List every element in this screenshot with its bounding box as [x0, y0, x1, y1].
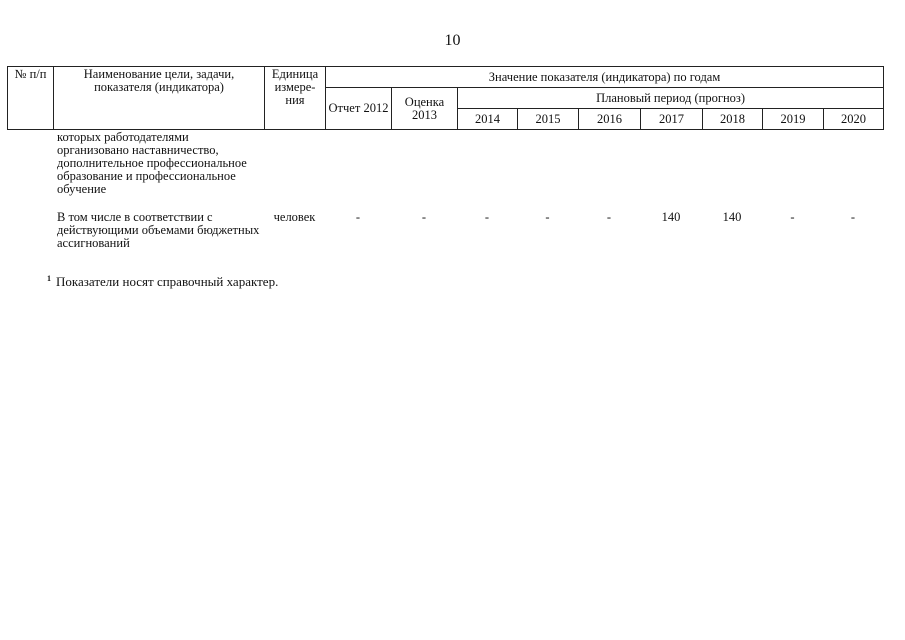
row-value: - [850, 210, 856, 224]
row-unit [264, 131, 325, 211]
row-value [457, 131, 517, 211]
header-year: 2014 [458, 109, 518, 130]
row-number [7, 211, 53, 250]
row-value: 140 [722, 210, 742, 224]
row-name: В том числе в соответствии с действующими объемами бюджетных ассигнований [57, 210, 260, 250]
header-report: Отчет 2012 [326, 88, 392, 130]
row-value: - [790, 210, 795, 224]
row-value: - [545, 210, 550, 224]
row-value [391, 131, 457, 211]
indicator-table-body [7, 131, 883, 250]
row-number [7, 131, 53, 211]
row-value [640, 131, 702, 211]
footnote-text: Показатели носят справочный характер. [56, 274, 279, 289]
header-plan-period: Плановый период (прогноз) [458, 88, 884, 109]
page-number: 10 [444, 32, 461, 49]
row-value [762, 131, 823, 211]
header-year: 2016 [579, 109, 641, 130]
header-number: № п/п [8, 67, 54, 130]
row-value [578, 131, 640, 211]
row-value [517, 131, 578, 211]
header-estimate: Оценка 2013 [392, 88, 458, 130]
row-value: - [355, 210, 361, 224]
indicator-table-header [7, 66, 884, 130]
header-year: 2017 [641, 109, 703, 130]
row-value: - [606, 210, 612, 224]
header-year: 2020 [824, 109, 884, 130]
row-value: - [484, 210, 490, 224]
footnote [47, 274, 278, 290]
row-value [325, 131, 391, 211]
footnote-marker: 1 [47, 274, 51, 283]
table-row [7, 131, 883, 211]
row-unit: человек [273, 210, 316, 224]
row-value [823, 131, 883, 211]
header-name: Наименование цели, задачи, показателя (индикатора) [54, 67, 265, 130]
header-year: 2015 [518, 109, 579, 130]
header-year: 2018 [703, 109, 763, 130]
row-value [702, 131, 762, 211]
row-name: которых работодателями организовано наставничество, дополнительное профессиональное образование и профессиональное обучение [57, 130, 247, 196]
row-value: - [421, 210, 427, 224]
header-year: 2019 [763, 109, 824, 130]
table-row [7, 211, 883, 250]
header-values-by-year: Значение показателя (индикатора) по годам [326, 67, 884, 88]
row-value: 140 [661, 210, 681, 224]
header-unit: Единица измере-ния [265, 67, 326, 130]
